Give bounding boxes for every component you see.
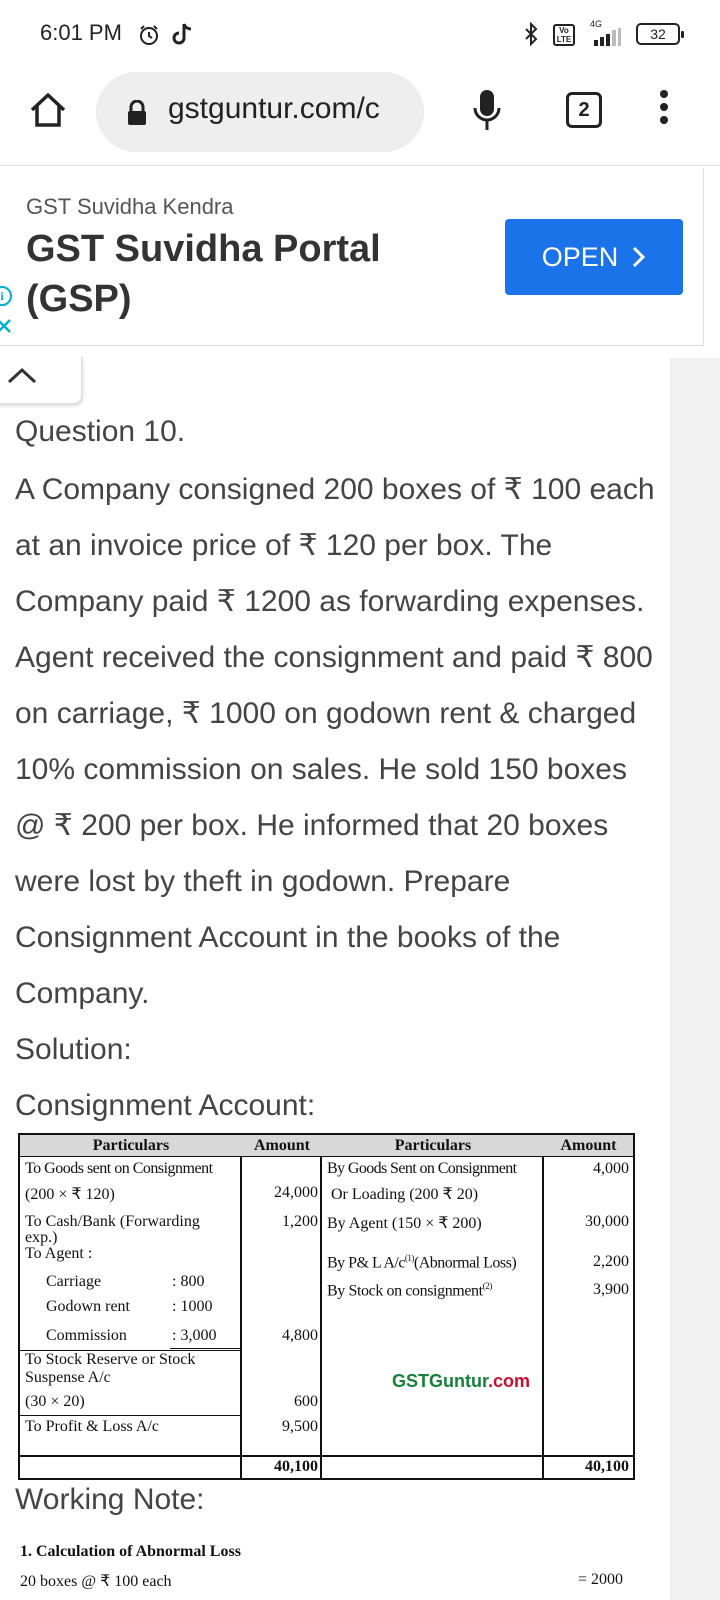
question-title: Question 10. [15,415,186,448]
ad-banner[interactable] [0,168,704,346]
ad-title[interactable]: GST Suvidha Portal (GSP) [26,228,381,320]
ad-sponsor: GST Suvidha Kendra [26,194,234,219]
debit-stock-reserve-line2: Suspense A/c [25,1369,111,1386]
article-content [15,408,655,1134]
battery-indicator: 32 [636,23,680,45]
credit-pl-rest: (Abnormal Loss) [413,1254,517,1272]
credit-stock-label: By Stock on consignment [327,1282,483,1300]
credit-stock-on-consignment [327,1281,492,1300]
working-note-heading: 1. Calculation of Abnormal Loss [20,1543,241,1560]
signal-icon [588,28,622,46]
debit-total: 40,100 [274,1458,318,1475]
debit-cash-bank-line1: To Cash/Bank (Forwarding [25,1213,200,1230]
ad-close-icon[interactable] [0,318,12,334]
bluetooth-icon [523,22,539,46]
debit-commission-label: Commission [46,1327,127,1344]
debit-stock-reserve-line1: To Stock Reserve or Stock [25,1351,196,1368]
debit-cash-bank-amount: 1,200 [282,1213,318,1230]
collapse-ad-button[interactable] [0,356,82,404]
home-icon[interactable] [28,90,68,130]
debit-stock-reserve-calc: (30 × 20) [25,1393,85,1410]
debit-carriage-value: : 800 [172,1273,205,1290]
status-bar [0,0,720,70]
tiktok-icon [172,22,194,46]
lock-icon [126,100,148,126]
header-amount-credit: Amount [544,1135,633,1157]
browser-toolbar [0,70,720,166]
header-particulars-credit: Particulars [322,1135,544,1157]
commission-underline [170,1348,242,1349]
debit-profit-loss: To Profit & Loss A/c [25,1418,159,1435]
credit-pl-superscript: (1) [404,1253,414,1263]
microphone-icon[interactable] [472,88,502,134]
debit-goods-sent-calc: (200 × ₹ 120) [25,1186,115,1203]
debit-agent: To Agent : [25,1245,93,1262]
consignment-ledger [18,1133,635,1480]
address-bar[interactable] [96,72,424,152]
credit-total: 40,100 [585,1458,629,1475]
credit-pl-abnormal-loss [327,1253,516,1272]
debit-profit-loss-amount: 9,500 [282,1418,318,1435]
debit-stock-reserve-amount: 600 [294,1393,318,1410]
gstguntur-watermark: GSTGuntur.com [392,1371,531,1391]
credit-agent: By Agent (150 × ₹ 200) [327,1215,482,1232]
volte-icon: Vo LTE [553,24,575,46]
header-particulars-debit: Particulars [20,1135,242,1157]
network-type: 4G [590,19,603,29]
solution-label: Solution: [15,1033,132,1066]
header-amount-debit: Amount [242,1135,322,1157]
ad-info-icon[interactable]: i [0,286,12,306]
chevron-up-icon [7,366,37,384]
credit-stock-amount: 3,900 [593,1281,629,1298]
ad-open-label: OPEN [541,241,619,272]
debit-godown-label: Godown rent [46,1298,130,1315]
credit-pl-label: By P& L A/c [327,1254,405,1272]
ad-open-button[interactable] [505,219,683,295]
debit-carriage-label: Carriage [46,1273,102,1290]
credit-goods-sent: By Goods Sent on Consignment [327,1160,517,1177]
debit-cash-bank-line2: exp.) [25,1229,58,1246]
debit-agent-amount: 4,800 [282,1327,318,1344]
alarm-icon [138,24,160,46]
overflow-menu-icon[interactable] [654,90,674,130]
page-gutter [670,358,720,1600]
debit-goods-sent-amount: 24,000 [274,1184,318,1201]
credit-loading: Or Loading (200 ₹ 20) [331,1186,479,1203]
row-divider [20,1415,242,1416]
debit-godown-value: : 1000 [172,1298,213,1315]
working-note-value: = 2000 [578,1571,624,1588]
credit-agent-amount: 30,000 [585,1213,629,1230]
working-note-label: Working Note: [15,1483,205,1516]
url-text[interactable]: gstguntur.com/c [168,92,380,125]
question-body: A Company consigned 200 boxes of ₹ 100 each at an invoice price of ₹ 120 per box. The Company paid ₹ 1200 as forwarding expenses. Agent received the consignment and paid ₹ 800 on carriage, ₹ 1000 on godown rent & charged 10% commission on sales. He sold 150 boxes @ ₹ 200 per box. He informed that 20 boxes were lost by theft in godown. Prepare Consignment Account in the books of the Company. [15,473,655,1010]
debit-goods-sent: To Goods sent on Consignment [25,1160,213,1177]
credit-stock-superscript: (2) [482,1281,492,1291]
working-note-line: 20 boxes @ ₹ 100 each [20,1573,172,1590]
chevron-right-icon [632,246,646,268]
credit-pl-amount: 2,200 [593,1253,629,1270]
total-divider [20,1455,633,1457]
status-time: 6:01 PM [40,20,122,45]
account-title: Consignment Account: [15,1089,316,1122]
tab-switcher-button[interactable]: 2 [566,92,602,128]
debit-commission-value: : 3,000 [172,1327,217,1344]
credit-goods-sent-amount: 4,000 [593,1160,629,1177]
